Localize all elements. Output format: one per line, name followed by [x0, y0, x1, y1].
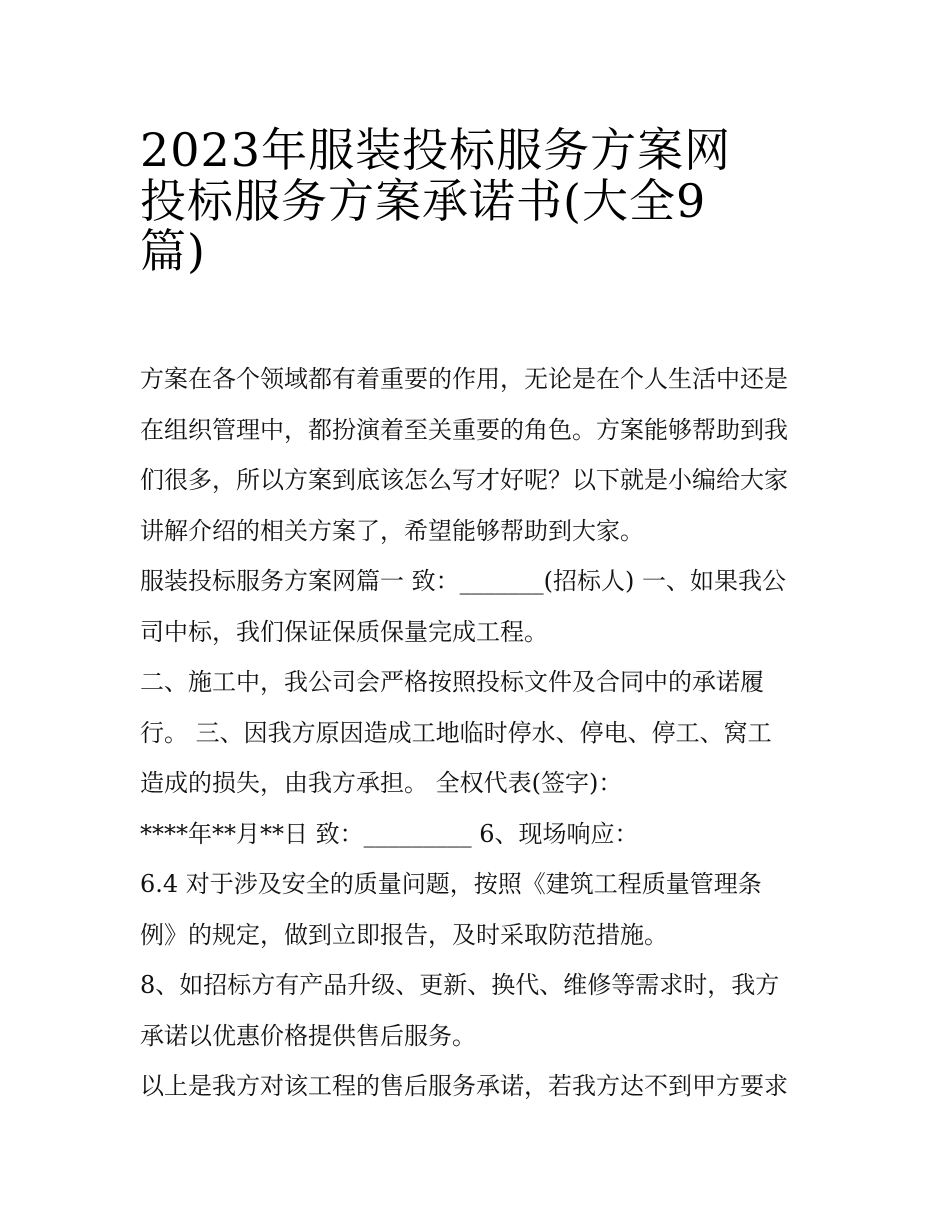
- text-line: ****年**月**日 致：_________ 6、现场响应：: [140, 819, 639, 848]
- title-line: 投标服务方案承诺书(大全9: [140, 173, 707, 228]
- paragraph-date: [140, 809, 820, 860]
- document-title: [140, 112, 820, 278]
- paragraph-intro: [140, 354, 820, 556]
- paragraph-upgrade: [140, 960, 820, 1061]
- title-line: 篇): [140, 224, 206, 278]
- text-line: 造成的损失，由我方承担。 全权代表(签字)：: [140, 769, 623, 797]
- text-line: 讲解介绍的相关方案了，希望能够帮助到大家。: [140, 516, 644, 545]
- text-line: 方案在各个领域都有着重要的作用，无论是在个人生活中还是: [140, 365, 788, 393]
- text-line: 8、如招标方有产品升级、更新、换代、维修等需求时，我方: [140, 971, 780, 999]
- text-line: 在组织管理中，都扮演着至关重要的角色。方案能够帮助到我: [140, 415, 788, 444]
- title-line: 2023年服装投标服务方案网: [140, 123, 732, 177]
- document-body: [140, 354, 820, 1112]
- text-line: 以上是我方对该工程的售后服务承诺，若我方达不到甲方要求: [140, 1072, 788, 1100]
- paragraph-closing: [140, 1061, 820, 1112]
- paragraph-construction: [140, 657, 820, 809]
- text-line: 例》的规定，做到立即报告，及时采取防范措施。: [140, 920, 668, 949]
- text-line: 服装投标服务方案网篇一 致：_______(招标人) 一、如果我公: [140, 567, 786, 595]
- paragraph-safety: [140, 859, 820, 960]
- text-line: 6.4 对于涉及安全的质量问题，按照《建筑工程质量管理条: [140, 870, 762, 898]
- paragraph-section-one: [140, 556, 820, 657]
- text-line: 们很多，所以方案到底该怎么写才好呢？以下就是小编给大家: [140, 466, 788, 494]
- text-line: 行。 三、因我方原因造成工地临时停水、停电、停工、窝工: [140, 718, 772, 747]
- text-line: 二、施工中，我公司会严格按照投标文件及合同中的承诺履: [140, 668, 764, 696]
- text-line: 司中标，我们保证保质保量完成工程。: [140, 617, 548, 646]
- text-line: 承诺以优惠价格提供售后服务。: [140, 1021, 476, 1050]
